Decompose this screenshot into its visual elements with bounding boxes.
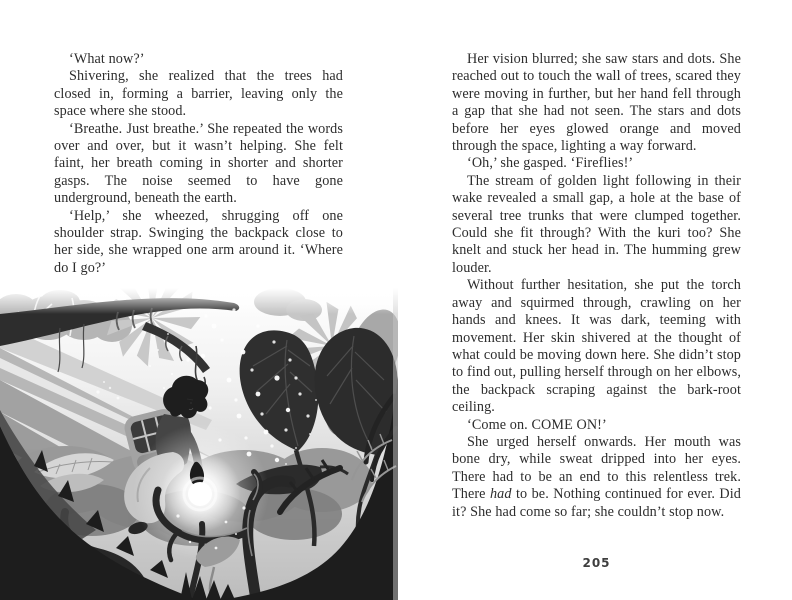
paragraph: ‘Help,’ she wheezed, shrugging off one shoulder strap. Swinging the backpack close to her side, she wrapped one arm around it. ‘Where do I go?’: [54, 207, 343, 276]
paragraph: The stream of golden light following in their wake revealed a small gap, a hole at the base of several tree trunks that were clumped together. Could she fit through? With the kuri too? She knelt and stuck her head in. The humming grew louder.: [452, 172, 741, 276]
paragraph: ‘Come on. COME ON!’: [467, 416, 607, 433]
paragraph: Her vision blurred; she saw stars and dots. She reached out to touch the wall of trees, scared they were moving in further, but her hand fell through a gap that she had not seen. The stars and dots before her eyes glowed orange and moved through the space, lighting a way forward.: [452, 51, 741, 155]
page-number: 205: [582, 556, 611, 570]
jungle-illustration-image: [0, 288, 398, 600]
paragraph: Without further hesitation, she put the torch away and squirmed through, crawling on her hands and knees. It was dark, teeming with movement. Her skin shivered at the thought of what could be moving down here. She didn’t stop to find out, pulling herself through on her elbows, the backpack scraping against the bark-root ceiling.: [452, 277, 741, 416]
paragraph: Shivering, she realized that the trees had closed in, forming a barrier, leaving only the space where she stood.: [54, 68, 343, 120]
paragraph: ‘Oh,’ she gasped. ‘Fireflies!’: [467, 155, 634, 172]
jungle-illustration: [0, 288, 398, 600]
left-page-text: [54, 51, 343, 277]
right-page-text: [452, 51, 741, 521]
paragraph: ‘Breathe. Just breathe.’ She repeated the words over and over, but it wasn’t helping. She felt faint, her breath coming in shorter and shorter gasps. The noise seemed to have gone underground, beneath the earth.: [54, 120, 343, 207]
paragraph: She urged herself onwards. Her mouth was bone dry, while sweat dripped into her eyes. There had to be an end to this relentless trek. There had to be. Nothing continued for ever. Did it? She had come so far; she couldn’t stop now.: [452, 433, 741, 520]
paragraph: ‘What now?’: [69, 51, 145, 67]
